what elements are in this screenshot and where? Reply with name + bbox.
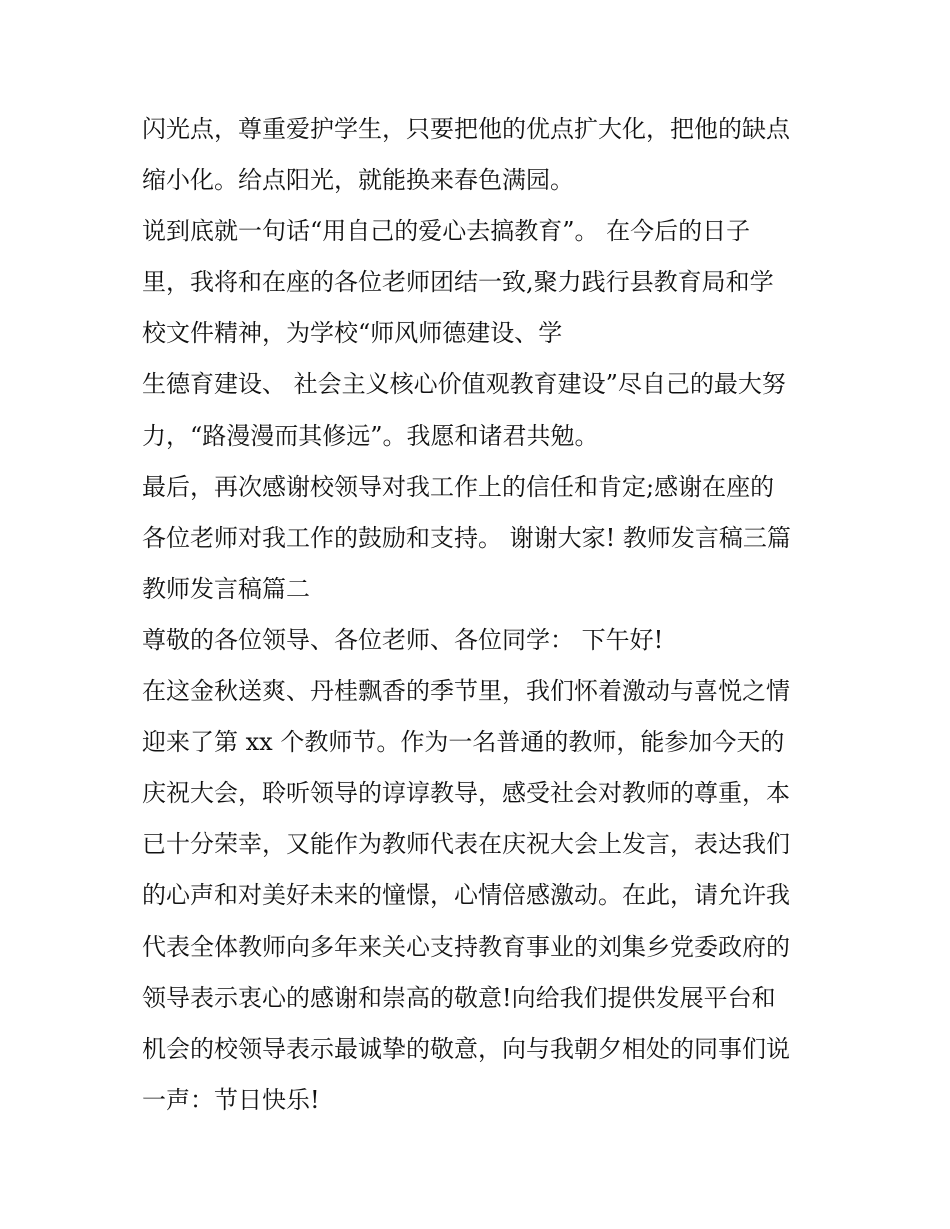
text-line: 最后，再次感谢校领导对我工作上的信任和肯定;感谢在座的 (142, 472, 775, 501)
text-line: 说到底就一句话“用自己的爱心去搞教育”。 在今后的日子 (142, 217, 751, 246)
text-line: 闪光点，尊重爱护学生，只要把他的优点扩大化，把他的缺点 (142, 115, 790, 143)
text-line: 的心声和对美好未来的憧憬，心情倍感激动。在此，请允许我 (142, 881, 790, 910)
section-heading: 教师发言稿篇二 (142, 574, 310, 603)
text-line: 各位老师对我工作的鼓励和支持。 谢谢大家! 教师发言稿三篇 (142, 523, 791, 552)
text-line: 庆祝大会，聆听领导的谆谆教导，感受社会对教师的尊重，本 (142, 779, 790, 808)
text-line: 机会的校领导表示最诚挚的敬意，向与我朝夕相处的同事们说 (142, 1034, 790, 1063)
text-line: 生德育建设、 社会主义核心价值观教育建设”尽自己的最大努 (142, 370, 786, 399)
text-line: 代表全体教师向多年来关心支持教育事业的刘集乡党委政府的 (142, 932, 790, 961)
text-line: 迎来了第 xx 个教师节。作为一名普通的教师，能参加今天的 (142, 728, 785, 757)
speech-text (142, 104, 822, 1126)
text-line: 在这金秋送爽、丹桂飘香的季节里，我们怀着激动与喜悦之情 (142, 677, 790, 706)
salutation-line: 尊敬的各位领导、各位老师、各位同学： 下午好! (142, 625, 664, 654)
text-line: 已十分荣幸，又能作为教师代表在庆祝大会上发言，表达我们 (142, 830, 790, 859)
text-line: 一声：节日快乐! (142, 1085, 320, 1114)
text-line: 力，“路漫漫而其修远”。我愿和诸君共勉。 (142, 421, 599, 450)
text-line: 里，我将和在座的各位老师团结一致,聚力践行县教育局和学 (142, 268, 774, 297)
text-line: 缩小化。给点阳光，就能换来春色满园。 (142, 166, 574, 195)
text-line: 领导表示衷心的感谢和崇高的敬意!向给我们提供发展平台和 (142, 983, 776, 1012)
text-line: 校文件精神，为学校“师风师德建设、学 (142, 319, 563, 348)
